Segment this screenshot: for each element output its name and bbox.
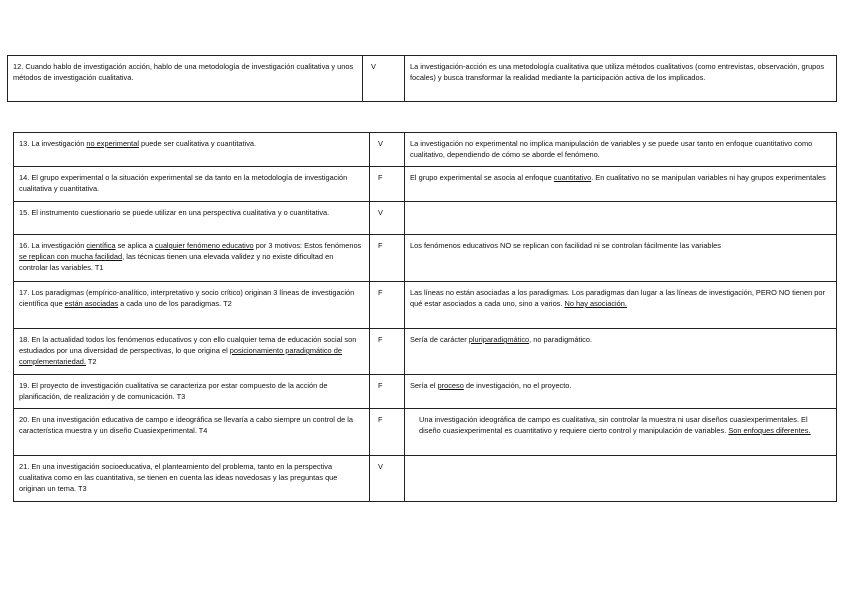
text-segment: T2 [85,357,97,366]
underlined-text: científica [86,241,116,250]
text-segment: Las líneas no están asociadas a los paradigmas. Los paradigmas dan lugar a las líneas de investigación, PERO NO tienen por qué estar asociados a cada uno, sino a varios. [410,288,825,308]
text-segment: a cada uno de los paradigmas. T2 [118,299,232,308]
justification-cell [405,235,837,282]
table-row [8,56,837,102]
text-segment: , no paradigmático. [529,335,592,344]
text-segment: 14. El grupo experimental o la situación experimental se da tanto en la metodología de investigación cualitativa y cuantitativa. [19,173,348,193]
text-segment: 20. En una investigación educativa de campo e ideográfica se llevaría a cabo siempre un control de la característica muestra y un diseño Cuasiexperimental. T4 [19,415,354,435]
underlined-text: cuantitativo [553,173,592,182]
justification-cell [405,329,837,375]
text-segment: , las técnicas tienen una elevada validez y no existe dificultad en controlar las variables. T1 [19,252,334,272]
underlined-text: proceso [437,381,464,390]
verdict-cell: F [370,282,405,329]
table-row [14,202,837,235]
verdict-cell: F [370,375,405,409]
verdict-cell: V [370,456,405,502]
text-segment: . En cualitativo no se manipulan variables ni hay grupos experimentales [591,173,826,182]
statement-cell [14,375,370,409]
table-row [14,329,837,375]
quiz-table-top [7,55,837,102]
text-segment: se aplica a [115,241,156,250]
statement-cell [14,456,370,502]
underlined-text: posicionamiento paradigmático de complementariedad. [19,346,342,366]
underlined-text: cualquier fenómeno educativo [155,241,254,250]
underlined-text: están asociadas [64,299,119,308]
statement-cell [14,167,370,202]
text-segment: 12. Cuando hablo de investigación acción, hablo de una metodología de investigación cualitativa y unos métodos de investigación cualitativa. [13,62,354,82]
justification-cell [405,202,837,235]
text-segment: 15. El instrumento cuestionario se puede utilizar en una perspectiva cualitativa y o cuantitativa. [19,208,330,217]
text-segment: 16. La investigación [19,241,87,250]
text-segment: Los fenómenos educativos NO se replican con facilidad ni se controlan fácilmente las variables [410,241,721,250]
text-segment: de investigación, no el proyecto. [463,381,572,390]
underlined-text: no experimental [86,139,139,148]
text-segment: El grupo experimental se asocia al enfoque [410,173,554,182]
statement-cell [14,282,370,329]
justification-cell [405,409,837,456]
text-segment: por 3 motivos: Estos fenómenos [253,241,362,250]
statement-cell [14,409,370,456]
table-row [14,282,837,329]
underlined-text: pluriparadigmático [468,335,530,344]
text-segment: 21. En una investigación socioeducativa, el planteamiento del problema, tanto en la perspectiva cualitativa como en las cuantitativa, se tienen en cuenta las ideas novedosas y las preguntas que originan un tema. T3 [19,462,338,493]
underlined-text: Son enfoques diferentes. [728,426,811,435]
table-row [14,167,837,202]
text-segment: Sería el [410,381,438,390]
verdict-cell: F [370,167,405,202]
justification-cell [405,456,837,502]
underlined-text: se replican con mucha facilidad [19,252,123,261]
statement-cell [14,202,370,235]
justification-cell [405,56,837,102]
justification-cell [405,282,837,329]
quiz-table-main [13,132,837,502]
table-row [14,235,837,282]
table-row [14,375,837,409]
verdict-cell: F [370,329,405,375]
verdict-cell: F [370,409,405,456]
text-segment: 19. El proyecto de investigación cualitativa se caracteriza por estar compuesto de la acción de planificación, de realización y de comunicación. T3 [19,381,328,401]
statement-cell [8,56,363,102]
statement-cell [14,329,370,375]
text-segment: puede ser cualitativa y cuantitativa. [138,139,257,148]
table-row [14,409,837,456]
justification-cell [405,167,837,202]
verdict-cell: V [370,133,405,167]
table-row [14,133,837,167]
justification-cell [405,375,837,409]
underlined-text: No hay asociación. [564,299,627,308]
text-segment: 13. La investigación [19,139,87,148]
text-segment: La investigación no experimental no implica manipulación de variables y se puede usar tanto en enfoque cuantitativo como cualitativo, dependiendo de cómo se aborde el fenómeno. [410,139,813,159]
text-segment: 18. En la actualidad todos los fenómenos educativos y con ello cualquier tema de educación social son estudiados por una diversidad de perspectivas, lo que origina el [19,335,357,355]
verdict-cell: V [363,56,405,102]
text-segment: Una investigación ideográfica de campo es cualitativa, sin controlar la muestra ni usar diseños cuasiexperimentales. El diseño cuasiexperimental es cuantitativo y requiere cierto control y manipulación de variables. [419,415,808,435]
statement-cell [14,133,370,167]
statement-cell [14,235,370,282]
text-segment: La investigación-acción es una metodología cualitativa que utiliza métodos cualitativos (como entrevistas, observación, grupos focales) y busca transformar la realidad mediante la participación activa de los implicados. [410,62,825,82]
justification-cell [405,133,837,167]
verdict-cell: V [370,202,405,235]
text-segment: Sería de carácter [410,335,469,344]
verdict-cell: F [370,235,405,282]
text-segment: 17. Los paradigmas (empírico-analítico, interpretativo y socio crítico) originan 3 líneas de investigación científica que [19,288,355,308]
table-row [14,456,837,502]
